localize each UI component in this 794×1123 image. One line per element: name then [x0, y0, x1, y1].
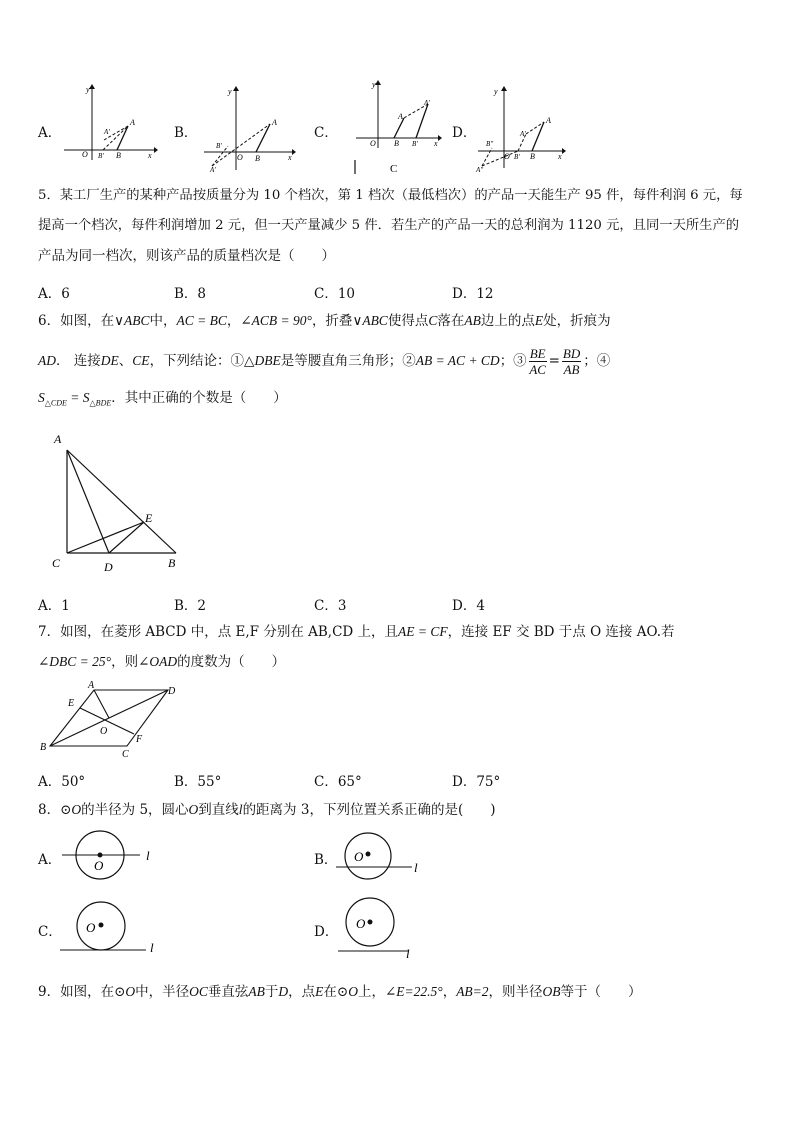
point-a-label: A — [272, 118, 277, 127]
point-b-label: B — [255, 154, 260, 163]
origin-label: O — [82, 150, 88, 159]
point-a-label: A — [398, 112, 403, 121]
y-axis-label: y — [86, 85, 90, 94]
vertex-d-label: D — [168, 686, 176, 697]
q7-option-a[interactable]: A．50° — [38, 774, 86, 790]
y-axis-label: y — [228, 87, 232, 96]
y-axis-label: y — [372, 80, 376, 89]
point-b-label: B — [530, 152, 535, 161]
q4-option-b-label[interactable]: B． — [174, 125, 198, 141]
q5-option-a[interactable]: A．6 — [38, 286, 70, 302]
q6-option-d[interactable]: D．4 — [452, 598, 485, 614]
q8-option-c-figure — [58, 896, 162, 958]
point-a1-label: A' — [104, 128, 110, 136]
q6-option-b[interactable]: B．2 — [174, 598, 207, 614]
point-b1-label: B' — [216, 142, 222, 150]
q7-option-d[interactable]: D．75° — [452, 774, 501, 790]
vertex-c-label: C — [52, 556, 61, 570]
point-a1-label: A' — [520, 130, 526, 138]
q8-option-a-figure — [60, 828, 160, 884]
q4-option-d-label[interactable]: D． — [452, 125, 477, 141]
q5-option-d[interactable]: D．12 — [452, 286, 494, 302]
q8-option-d-label[interactable]: D． — [314, 924, 339, 940]
q4-graph-a — [62, 82, 158, 162]
x-axis-label: x — [288, 153, 292, 162]
line-l-label: l — [146, 848, 150, 863]
point-b2-label: B" — [486, 140, 494, 148]
fraction-bd-ab: $\frac{BD}{AB}$ — [562, 346, 581, 377]
q4-option-c-label[interactable]: C． — [314, 125, 338, 141]
center-o-label: O — [86, 920, 96, 935]
origin-label: O — [237, 153, 243, 162]
vertex-c-label: C — [122, 749, 129, 760]
point-a-label: A — [546, 116, 551, 125]
q6-option-c[interactable]: C．3 — [314, 598, 347, 614]
q5-line-1: 5．某工厂生产的某种产品按质量分为 10 个档次，第 1 档次（最低档次）的产品一天能生产 95 件，每件利润 6 元，每 — [38, 188, 743, 203]
y-axis-label: y — [494, 87, 498, 96]
point-f-label: F — [136, 734, 143, 745]
point-b-label: B — [394, 139, 399, 148]
line-l-label: l — [414, 860, 418, 875]
x-axis-label: x — [148, 151, 152, 160]
q5-option-b[interactable]: B．8 — [174, 286, 207, 302]
center-o-label: O — [94, 858, 104, 873]
vertex-a-label: A — [54, 432, 62, 446]
point-a2-label: A" — [476, 166, 484, 174]
vertex-b-label: B — [168, 556, 176, 570]
point-a-label: A — [130, 118, 135, 127]
q9-line-1: 9．如图，在⊙O中，半径OC垂直弦AB于D，点E在⊙O上，∠E=22.5°，AB=2，则半径OB等于（ ） — [38, 984, 642, 1000]
fraction-be-ac: $\frac{BE}{AC}$ — [529, 346, 546, 377]
q8-option-a-label[interactable]: A． — [38, 852, 62, 868]
q6-line-2: AD． 连接DE、CE，下列结论：①△DBE是等腰直角三角形；②AB = AC + CD；③ $\frac{BE}{AC}$ = $\frac{BD}{AB}$ ；④ — [38, 346, 611, 377]
q8-option-b-label[interactable]: B． — [314, 852, 338, 868]
q7-rhombus-figure — [36, 678, 186, 760]
point-b1-label: B' — [412, 140, 418, 148]
point-b1-label: B' — [98, 152, 104, 160]
q6-option-a[interactable]: A．1 — [38, 598, 70, 614]
line-l-label: l — [150, 940, 154, 955]
point-a1-label: A' — [424, 99, 430, 107]
q7-option-c[interactable]: C．65° — [314, 774, 362, 790]
q4-graph-b — [200, 84, 298, 172]
vertex-b-label: B — [40, 742, 47, 753]
q4-graph-c — [352, 78, 448, 176]
q5-option-c[interactable]: C．10 — [314, 286, 356, 302]
x-axis-label: x — [434, 139, 438, 148]
graph-c-caption: C — [390, 163, 398, 175]
line-l-label: l — [406, 946, 410, 961]
q8-option-c-label[interactable]: C． — [38, 924, 62, 940]
q6-line-3: $S_{\triangle CDE} = S_{\triangle BDE}$．其中正确的个数是（ ） — [38, 390, 287, 408]
q8-line-1: 8．⊙O的半径为 5，圆心O到直线l的距离为 3，下列位置关系正确的是( ) — [38, 802, 496, 818]
vertex-e-label: E — [145, 511, 153, 525]
vertex-d-label: D — [104, 560, 113, 574]
q7-line-2: ∠DBC = 25°，则∠OAD的度数为（ ） — [38, 654, 286, 670]
q5-line-2: 提高一个档次，每件利润增加 2 元，但一天产量减少 5 件．若生产的产品一天的总利润为 1120 元，且同一天所生产的 — [38, 218, 740, 233]
q6-line-1: 6．如图，在∨ABC中，AC = BC，∠ACB = 90°，折叠∨ABC使得点C落在AB边上的点E处，折痕为 — [38, 313, 611, 329]
point-a1-label: A' — [210, 166, 216, 172]
q7-option-b[interactable]: B．55° — [174, 774, 222, 790]
q4-graph-d — [474, 84, 570, 174]
q4-option-a-label[interactable]: A． — [38, 125, 62, 141]
point-e-label: E — [68, 698, 75, 709]
origin-label: O — [504, 152, 510, 161]
center-o-label: O — [354, 849, 364, 864]
point-b1-label: B' — [514, 153, 520, 161]
point-o-label: O — [100, 726, 108, 737]
q6-triangle-figure — [48, 430, 188, 575]
point-b-label: B — [116, 151, 121, 160]
q7-line-1: 7．如图，在菱形 ABCD 中，点 E,F 分别在 AB,CD 上，且AE = CF，连接 EF 交 BD 于点 O 连接 AO.若 — [38, 624, 675, 640]
vertex-a-label: A — [88, 680, 95, 691]
q5-line-3: 产品为同一档次，则该产品的质量档次是（ ） — [38, 248, 335, 264]
center-o-label: O — [356, 916, 366, 931]
q8-option-d-figure — [336, 894, 432, 962]
x-axis-label: x — [558, 152, 562, 161]
q8-option-b-figure — [334, 830, 434, 884]
origin-label: O — [370, 139, 376, 148]
